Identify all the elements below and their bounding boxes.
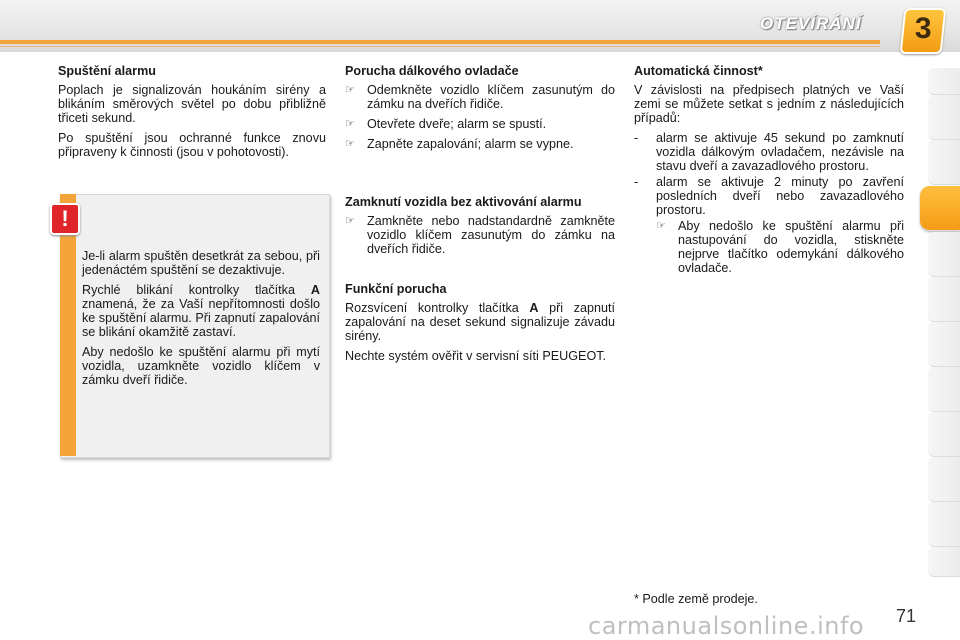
paragraph: Nechte systém ověřit v servisní síti PEUGEOT. <box>345 349 607 363</box>
list-item <box>345 214 615 256</box>
section-heading: Zamknutí vozidla bez aktivování alarmu <box>345 195 582 209</box>
chapter-tab[interactable] <box>928 232 960 277</box>
list-item <box>345 83 615 111</box>
paragraph: Poplach je signalizován houkáním sirény a blikáním směrových světel po dobu přibližně třiceti sekund. <box>58 83 326 125</box>
warning-text <box>82 249 320 393</box>
chapter-tab[interactable] <box>928 412 960 457</box>
footnote: * Podle země prodeje. <box>634 592 758 606</box>
chapter-tab[interactable] <box>928 95 960 140</box>
chapter-tab-active[interactable] <box>920 186 960 231</box>
list-item: - alarm se aktivuje 2 minuty po zavření posledních dveří nebo zavazadlového prostoru. <box>634 175 904 217</box>
list-item-text: Odemkněte vozidlo klíčem zasunutým do zámku na dveřích řidiče. <box>367 83 615 111</box>
section-heading: Automatická činnost* <box>634 64 763 78</box>
list-item-text: Otevřete dveře; alarm se spustí. <box>367 117 547 131</box>
chapter-tab[interactable] <box>928 502 960 547</box>
chapter-badge <box>900 8 947 54</box>
chapter-title: OTEVÍRÁNÍ <box>760 14 862 33</box>
column-1 <box>58 64 326 165</box>
text-run: znamená, že za Vaší nepřítomnosti došlo ke spuštění alarmu. Při zapnutí zapalování se blikání okamžitě zastaví. <box>82 297 321 339</box>
paragraph: Po spuštění jsou ochranné funkce znovu připraveny k činnosti (jsou v pohotovosti). <box>58 131 326 159</box>
paragraph <box>82 283 320 339</box>
paragraph <box>345 301 615 343</box>
watermark: carmanualsonline.info <box>588 612 865 640</box>
chapter-number: 3 <box>914 12 932 45</box>
text-run: Rychlé blikání kontrolky tlačítka <box>82 283 295 297</box>
page-number: 71 <box>896 606 917 626</box>
paragraph: Je-li alarm spuštěn desetkrát za sebou, při jedenáctém spuštění se dezaktivuje. <box>82 249 320 277</box>
list-item: - alarm se aktivuje 45 sekund po zamknutí vozidla dálkovým ovladačem, nezávisle na stavu dveří a zavazadlového prostoru. <box>634 131 904 173</box>
hand-pointer-icon: ☞ <box>656 220 666 232</box>
chapter-tab[interactable] <box>928 68 960 95</box>
section-heading: Funkční porucha <box>345 282 447 296</box>
text-run: Rozsvícení kontrolky tlačítka <box>345 301 519 315</box>
chapter-tab[interactable] <box>928 322 960 367</box>
chapter-tab[interactable] <box>928 547 960 577</box>
header-stripe <box>0 40 880 44</box>
column-3 <box>634 64 904 281</box>
paragraph: V závislosti na předpisech platných ve Vaší zemi se můžete setkat s jedním z následujících případů: <box>634 83 904 125</box>
list-item-text: Zamkněte nebo nadstandardně zamkněte vozidlo klíčem zasunutým do zámku na dveřích řidiče. <box>367 214 615 256</box>
column-2 <box>345 64 615 369</box>
chapter-tabs <box>928 68 960 576</box>
button-key: A <box>529 301 539 315</box>
text-run: při zapnutí zapalování na deset sekund signalizuje závadu sirény. <box>345 301 616 343</box>
list-item-text: alarm se aktivuje 45 sekund po zamknutí vozidla dálkovým ovladačem, nezávisle na stavu dveří a zavazadlového prostoru. <box>656 131 904 173</box>
chapter-tab[interactable] <box>928 140 960 185</box>
hand-pointer-icon: ☞ <box>345 138 355 150</box>
section-heading: Porucha dálkového ovladače <box>345 64 519 78</box>
hand-pointer-icon: ☞ <box>345 215 355 227</box>
hand-pointer-icon: ☞ <box>345 118 355 130</box>
list-item-text: alarm se aktivuje 2 minuty po zavření posledních dveří nebo zavazadlového prostoru. <box>656 175 904 217</box>
section-heading: Spuštění alarmu <box>58 64 156 78</box>
list-item-text: Zapněte zapalování; alarm se vypne. <box>367 137 574 151</box>
list-item <box>345 117 615 131</box>
chapter-tab[interactable] <box>928 277 960 322</box>
chapter-tab[interactable] <box>928 457 960 502</box>
exclamation-icon: ! <box>50 203 80 235</box>
header-stripe-thin <box>0 46 880 47</box>
chapter-tab[interactable] <box>928 367 960 412</box>
list-item-text: Aby nedošlo ke spuštění alarmu při nastupování do vozidla, stiskněte nejprve tlačítko odemykání dálkového ovladače. <box>678 219 904 275</box>
hand-pointer-icon: ☞ <box>345 84 355 96</box>
list-item <box>345 137 615 151</box>
paragraph: Aby nedošlo ke spuštění alarmu při mytí vozidla, uzamkněte vozidlo klíčem v zámku dveří řidiče. <box>82 345 320 387</box>
button-key: A <box>310 283 321 297</box>
list-item <box>656 219 904 275</box>
